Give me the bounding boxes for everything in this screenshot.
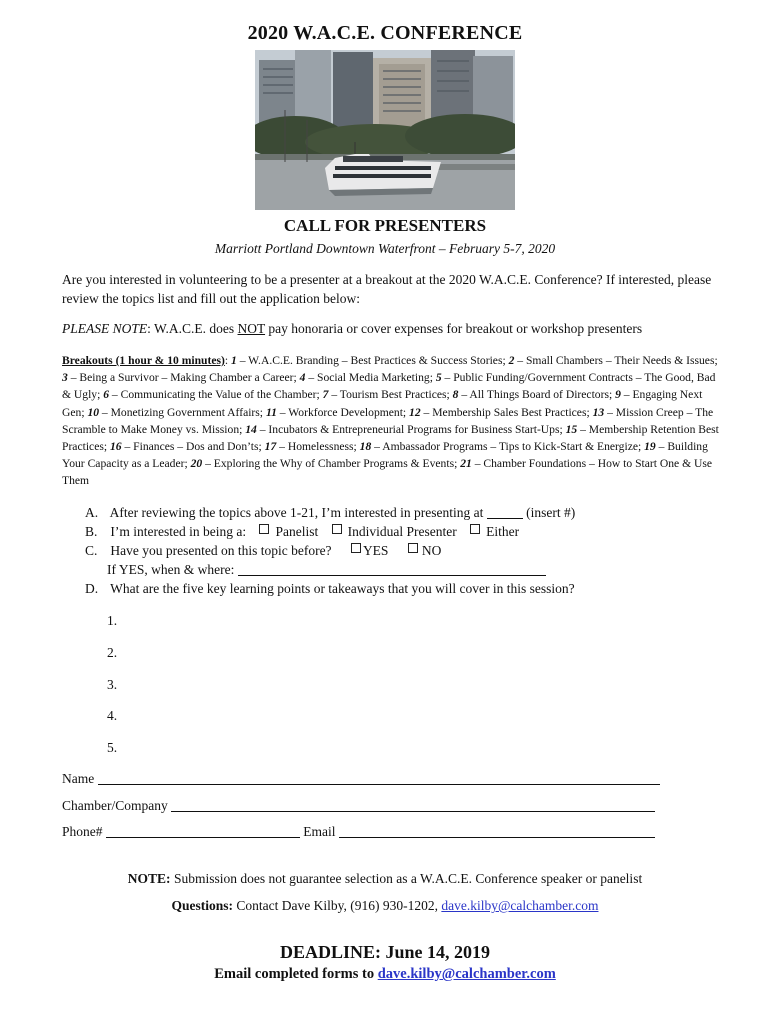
breakout-topic (191, 457, 461, 470)
breakout-topic-title: – Public Funding/Government Contracts – The Good, Bad & Ugly; (62, 371, 716, 402)
question-b (85, 524, 519, 540)
breakout-topic-number: 16 (109, 440, 122, 454)
submit-line (0, 966, 770, 983)
breakout-topic-title: – Ambassador Programs – Tips to Kick-Start & Energize; (371, 440, 645, 454)
breakouts-heading: Breakouts (1 hour & 10 minutes) (62, 354, 225, 367)
panelist-label: Panelist (275, 524, 319, 539)
breakout-topic-number: 10 (87, 405, 100, 419)
breakout-topic-title: – W.A.C.E. Branding – Best Practices & Success Stories; (236, 354, 509, 367)
breakout-topic-number: 7 (322, 388, 329, 402)
breakout-topic-title: – Chamber Foundations – How to Start One & Use Them (62, 457, 713, 488)
breakout-topic-number: 13 (592, 405, 605, 419)
question-d (85, 581, 575, 597)
question-a-letter: A. (85, 505, 99, 520)
individual-presenter-checkbox[interactable] (332, 524, 342, 534)
question-b-text: I’m interested in being a: (110, 524, 247, 539)
chamber-row (62, 798, 655, 814)
submit-email-link[interactable]: dave.kilby@calchamber.com (377, 966, 556, 982)
question-c-letter: C. (85, 543, 98, 558)
question-c-text: Have you presented on this topic before? (110, 543, 332, 558)
breakout-topic-number: 19 (644, 440, 656, 454)
breakout-topic-title: – Exploring the Why of Chamber Programs & Events; (202, 457, 461, 471)
breakout-topic-number: 11 (265, 405, 277, 419)
takeaway-1[interactable]: 1. (107, 613, 118, 628)
breakout-topic (509, 354, 718, 367)
breakout-topic-number: 20 (190, 457, 203, 471)
breakout-topic-title: – Membership Retention Best Practices; (62, 422, 719, 454)
breakout-topic-title: – Small Chambers – Their Needs & Issues; (514, 354, 718, 367)
phone-field[interactable] (106, 825, 300, 838)
either-checkbox[interactable] (470, 524, 480, 534)
breakout-topic (62, 371, 300, 384)
breakout-topic-number: 18 (359, 440, 372, 454)
individual-presenter-label: Individual Presenter (347, 524, 457, 539)
followup-label: If YES, when & where: (107, 562, 235, 577)
breakout-topic-number: 4 (299, 371, 306, 385)
when-where-field[interactable] (238, 563, 546, 576)
submission-notice (0, 871, 770, 887)
breakout-topic-title: – Building Your Capacity as a Leader; (62, 440, 708, 471)
question-c-followup (107, 562, 546, 578)
breakout-topic (266, 406, 409, 419)
breakout-topic-title: – Tourism Best Practices; (328, 388, 453, 402)
takeaway-4[interactable]: 4. (107, 708, 118, 723)
breakout-topic (300, 371, 436, 384)
breakout-topic (360, 440, 644, 453)
breakout-topic (231, 354, 509, 367)
chamber-label: Chamber/Company (62, 798, 168, 813)
email-label: Email (303, 824, 336, 839)
breakout-topic-title: – Membership Sales Best Practices; (420, 405, 593, 419)
breakout-topic-number: 8 (452, 388, 459, 402)
breakout-topic-title: – Social Media Marketing; (305, 371, 436, 385)
no-checkbox[interactable] (408, 543, 418, 553)
notice-label: NOTE: (127, 871, 171, 886)
name-label: Name (62, 771, 95, 786)
please-note (62, 321, 722, 337)
breakouts-colon: : (224, 354, 231, 367)
question-a-text: After reviewing the topics above 1-21, I’m interested in presenting at (109, 505, 484, 520)
takeaway-5[interactable]: 5. (107, 740, 118, 755)
intro-paragraph: Are you interested in volunteering to be a presenter at a breakout at the 2020 W.A.C.E. Conference? If interested, please review the topics list and fill out the application below: (62, 272, 712, 306)
breakout-topic-number: 14 (245, 422, 257, 436)
breakout-topic-title: – Workforce Development; (276, 405, 410, 419)
panelist-checkbox[interactable] (259, 524, 269, 534)
breakout-topic-number: 12 (409, 405, 421, 419)
breakout-topic (245, 423, 565, 436)
question-a (85, 505, 575, 521)
breakout-topic-number: 15 (565, 422, 578, 436)
question-d-text: What are the five key learning points or takeaways that you will cover in this session? (110, 581, 575, 596)
venue-line: Marriott Portland Downtown Waterfront – February 5-7, 2020 (214, 241, 556, 256)
topic-number-field[interactable] (487, 506, 523, 519)
either-label: Either (486, 524, 520, 539)
yes-label: YES (362, 543, 389, 558)
section-title: CALL FOR PRESENTERS (283, 216, 487, 235)
breakout-topic-number: 17 (264, 440, 277, 454)
phone-email-row (62, 824, 655, 840)
breakouts-list (62, 352, 722, 490)
phone-label: Phone# (62, 824, 103, 839)
breakout-topic-title: – Finances – Dos and Don’ts; (121, 440, 265, 454)
no-label: NO (421, 543, 442, 558)
please-note-text-1: : W.A.C.E. does (147, 321, 238, 336)
contact-email-link[interactable]: dave.kilby@calchamber.com (441, 898, 599, 913)
breakout-topic-number: 6 (103, 388, 110, 402)
questions-label: Questions: (171, 898, 234, 913)
please-note-emphasis: NOT (237, 321, 266, 336)
deadline-heading: DEADLINE: June 14, 2019 (279, 942, 491, 962)
name-field[interactable] (98, 772, 660, 785)
question-b-letter: B. (85, 524, 98, 539)
photo-illustration (255, 50, 515, 210)
breakout-topic (110, 440, 265, 453)
breakout-topic (103, 388, 322, 401)
takeaway-3[interactable]: 3. (107, 677, 118, 692)
breakout-topic-number: 2 (508, 354, 515, 367)
email-field[interactable] (339, 825, 655, 838)
breakout-topic (409, 406, 593, 419)
document-title: 2020 W.A.C.E. CONFERENCE (247, 22, 523, 44)
breakout-topic-title: – Incubators & Entrepreneurial Programs for Business Start-Ups; (256, 422, 566, 436)
breakout-topic-number: 9 (615, 388, 621, 402)
breakout-topic-title: – Being a Survivor – Making Chamber a Career; (67, 371, 300, 385)
breakout-topic-number: 3 (62, 371, 68, 385)
waterfront-photo (255, 50, 515, 210)
breakout-topic-title: – Engaging Next Gen; (62, 388, 703, 419)
breakout-topic (323, 388, 453, 401)
breakout-topic-title: – Mission Creep – The Scramble to Make Money vs. Mission; (62, 405, 714, 436)
breakout-topic (87, 406, 266, 419)
breakout-topic (265, 440, 360, 453)
breakout-topic-title: – All Things Board of Directors; (458, 388, 616, 402)
please-note-text-2: pay honoraria or cover expenses for breakout or workshop presenters (265, 321, 643, 336)
breakout-topic-title: – Monetizing Government Affairs; (99, 405, 266, 419)
breakout-topic (453, 388, 615, 401)
breakout-topic-number: 5 (435, 371, 442, 385)
breakout-topic-number: 21 (460, 457, 472, 471)
question-c (85, 543, 441, 559)
question-d-letter: D. (85, 581, 99, 596)
submit-text: Email completed forms to (214, 966, 378, 982)
name-row (62, 771, 660, 787)
please-note-label: PLEASE NOTE (62, 321, 148, 336)
breakout-topics (62, 354, 719, 487)
yes-checkbox[interactable] (351, 543, 361, 553)
breakout-topic-title: – Communicating the Value of the Chamber; (109, 388, 323, 402)
questions-text: Contact Dave Kilby, (916) 930-1202, (233, 898, 442, 913)
breakout-topic-title: – Homelessness; (276, 440, 360, 454)
takeaway-2[interactable]: 2. (107, 645, 118, 660)
breakout-topic-number: 1 (231, 354, 237, 367)
contact-line (0, 898, 770, 914)
question-a-suffix: (insert #) (526, 505, 576, 520)
notice-text: Submission does not guarantee selection as a W.A.C.E. Conference speaker or panelist (170, 871, 643, 886)
chamber-field[interactable] (171, 799, 655, 812)
